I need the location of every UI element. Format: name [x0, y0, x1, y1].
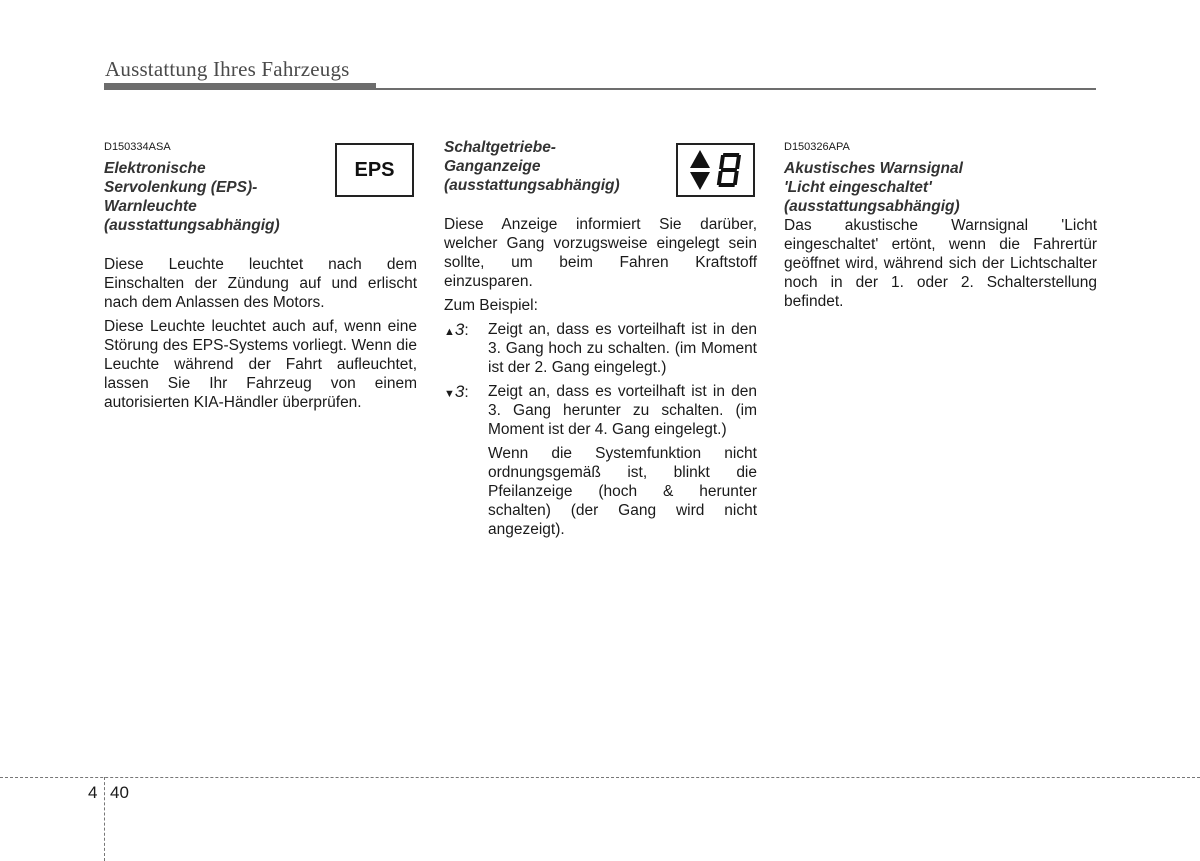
column-acoustic-warning [784, 138, 1097, 311]
eps-warning-icon: EPS [335, 143, 414, 197]
section-code: D150326APA [784, 141, 850, 153]
downshift-icon: ▼3: [444, 382, 469, 401]
paragraph: Diese Leuchte leuchtet nach dem Einschalten der Zündung auf und erlischt nach dem Anlassen des Motors. [104, 256, 417, 311]
paragraph: Diese Leuchte leuchtet auch auf, wenn eine Störung des EPS-Systems vorliegt. Wenn die Leuchte während der Fahrt aufleuchtet, lassen Sie Ihr Fahrzeug von einem autorisierten KIA-Händler überprüfen. [104, 318, 417, 411]
footer-vertical-divider [104, 777, 105, 861]
note-paragraph: Wenn die Systemfunktion nicht ordnungsgemäß ist, blinkt die Pfeilanzeige (hoch & herunter schalten) (der Gang wird nicht angezeigt). [488, 445, 757, 538]
section-body [104, 255, 417, 412]
footer-divider [0, 777, 1200, 778]
list-item-upshift [444, 320, 757, 377]
section-intro: Diese Anzeige informiert Sie darüber, welcher Gang vorzugsweise eingelegt sein sollte, um beim Fahren Kraftstoff einzusparen. [444, 216, 757, 290]
section-heading: Schaltgetriebe- Ganganzeige (ausstattungsabhängig) [444, 139, 620, 194]
upshift-icon: ▲3: [444, 320, 469, 339]
header-rule-thin [104, 88, 1096, 90]
list-item-text: Zeigt an, dass es vorteilhaft ist in den 3. Gang hoch zu schalten. (im Moment ist der 2. Gang eingelegt.) [488, 321, 757, 376]
page-header-title: Ausstattung Ihres Fahrzeugs [105, 57, 350, 81]
section-heading: Elektronische Servolenkung (EPS)- Warnleuchte (ausstattungsabhängig) [104, 160, 280, 234]
list-item-downshift [444, 382, 757, 439]
example-label: Zum Beispiel: [444, 297, 538, 314]
section-heading: Akustisches Warnsignal 'Licht eingeschaltet' (ausstattungsabhängig) [784, 160, 963, 215]
page-number: 40 [110, 783, 129, 802]
gear-shift-indicator-icon [676, 143, 755, 197]
list-item-text: Zeigt an, dass es vorteilhaft ist in den 3. Gang herunter zu schalten. (im Moment ist der 4. Gang eingelegt.) [488, 383, 757, 438]
section-body: Das akustische Warnsignal 'Licht eingeschaltet' ertönt, wenn die Fahrertür geöffnet wird, während sich der Lichtschalter noch in der 1. oder 2. Schalterstellung befindet. [784, 217, 1097, 310]
column-gear-indicator [444, 138, 757, 539]
chapter-number: 4 [88, 783, 98, 802]
section-code: D150334ASA [104, 141, 171, 153]
